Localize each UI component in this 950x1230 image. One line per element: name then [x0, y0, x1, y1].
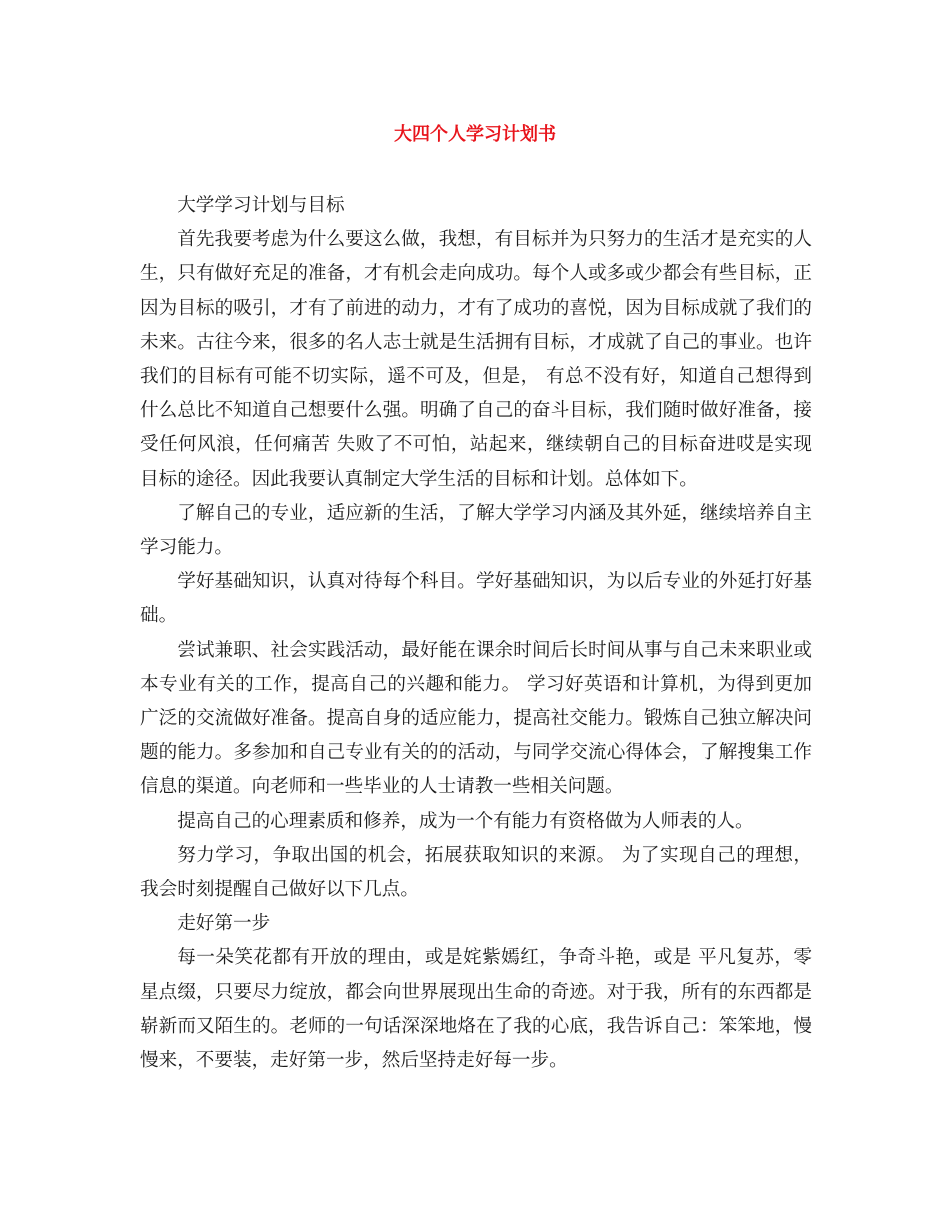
paragraph-study-abroad: 努力学习，争取出国的机会，拓展获取知识的来源。 为了实现自己的理想，我会时刻提醒自己做好以下几点。 — [140, 844, 812, 901]
section-heading-first-step: 走好第一步 — [177, 913, 271, 935]
document-body — [140, 189, 812, 1078]
paragraph-practice-activities: 尝试兼职、社会实践活动，最好能在课余时间后长时间从事与自己未来职业或本专业有关的工作，提高自己的兴趣和能力。 学习好英语和计算机，为得到更加广泛的交流做好准备。提高自身的适应能力，提高社交能力。锻炼自己独立解决问题的能力。多参加和自己专业有关的的活动，与同学交流心得体会，了解搜集工作信息的渠道。向老师和一些毕业的人士请教一些相关问题。 — [140, 639, 812, 798]
section-heading-plan-goals: 大学学习计划与目标 — [177, 195, 345, 216]
paragraph-psychological-quality: 提高自己的心理素质和修养，成为一个有能力有资格做为人师表的人。 — [177, 810, 754, 832]
paragraph-know-major: 了解自己的专业，适应新的生活，了解大学学习内涵及其外延，继续培养自主学习能力。 — [140, 502, 812, 559]
document-title: 大四个人学习计划书 — [394, 124, 556, 145]
paragraph-basic-knowledge: 学好基础知识，认真对待每个科目。学好基础知识，为以后专业的外延打好基础。 — [140, 571, 812, 627]
paragraph-every-flower: 每一朵笑花都有开放的理由，或是姹紫嫣红，争奇斗艳，或是 平凡复苏，零星点缀，只要尽力绽放，都会向世界展现出生命的奇迹。对于我，所有的东西都是崭新而又陌生的。老师的一句话深深地烙在了我的心底，我告诉自己：笨笨地，慢慢来，不要装，走好第一步，然后坚持走好每一步。 — [140, 947, 812, 1072]
paragraph-why-goals: 首先我要考虑为什么要这么做，我想，有目标并为只努力的生活才是充实的人生，只有做好充足的准备，才有机会走向成功。每个人或多或少都会有些目标，正因为目标的吸引，才有了前进的动力，才有了成功的喜悦，因为目标成就了我们的未来。古往今来，很多的名人志士就是生活拥有目标，才成就了自己的事业。也许我们的目标有可能不切实际，遥不可及，但是， 有总不没有好，知道自己想得到什么总比不知道自己想要什么强。明确了自己的奋斗目标，我们随时做好准备，接受任何风浪，任何痛苦 失败了不可怕，站起来，继续朝自己的目标奋进哎是实现目标的途径。因此我要认真制定大学生活的目标和计划。总体如下。 — [140, 229, 812, 490]
